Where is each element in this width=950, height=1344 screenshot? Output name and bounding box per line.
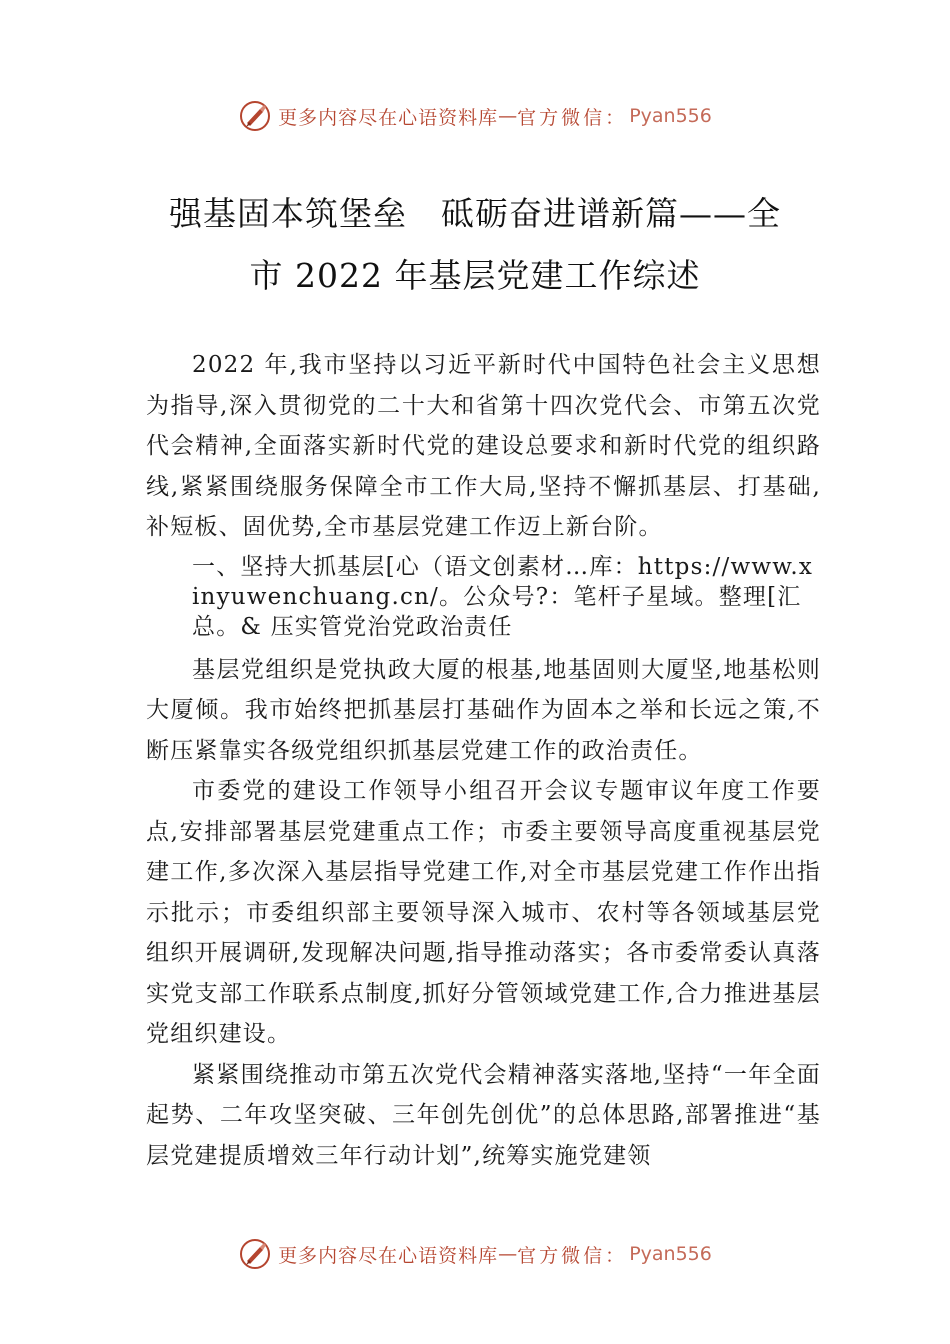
banner-text: 更多内容尽在心语资料库 — [278, 106, 499, 129]
banner-separator: — — [498, 105, 518, 127]
banner-separator: — — [498, 1243, 518, 1265]
document-body — [146, 345, 821, 1176]
header-banner — [0, 96, 950, 136]
document-title-line-2: 市 2022 年基层党建工作综述 — [249, 256, 701, 295]
pen-logo-icon — [238, 99, 272, 133]
banner-wechat-id: Pyan556 — [629, 1243, 712, 1265]
banner-wechat-label: 官方微信： — [517, 1244, 628, 1267]
paragraph-intro: 2022 年,我市坚持以习近平新时代中国特色社会主义思想为指导,深入贯彻党的二十大和省第十四次党代会、市第五次党代会精神,全面落实新时代党的建设总要求和新时代党的组织路线,紧紧围绕服务保障全市工作大局,坚持不懈抓基层、打基础,补短板、固优势,全市基层党建工作迈上新台阶。 — [146, 352, 821, 540]
paragraph-3: 市委党的建设工作领导小组召开会议专题审议年度工作要点,安排部署基层党建重点工作；市委主要领导高度重视基层党建工作,多次深入基层指导党建工作,对全市基层党建工作作出指示批示；市委组织部主要领导深入城市、农村等各领域基层党组织开展调研,发现解决问题,指导推动落实；各市委常委认真落实党支部工作联系点制度,抓好分管领域党建工作,合力推进基层党组织建设。 — [146, 778, 821, 1047]
paragraph-4: 紧紧围绕推动市第五次党代会精神落实落地,坚持“一年全面起势、二年攻坚突破、三年创先创优”的总体思路,部署推进“基层党建提质增效三年行动计划”,统筹实施党建领 — [146, 1061, 821, 1169]
banner-text: 更多内容尽在心语资料库 — [278, 1244, 499, 1267]
pen-logo-icon — [238, 1237, 272, 1271]
paragraph-2: 基层党组织是党执政大厦的根基,地基固则大厦坚,地基松则大厦倾。我市始终把抓基层打基础作为固本之举和长远之策,不断压紧靠实各级党组织抓基层党建工作的政治责任。 — [146, 656, 821, 764]
footer-banner — [0, 1234, 950, 1274]
document-title-line-1: 强基固本筑堡垒 砥砺奋进谱新篇——全 — [169, 194, 781, 233]
banner-wechat-id: Pyan556 — [629, 105, 712, 127]
section-heading-1: 一、坚持大抓基层[心（语文创素材…库：https://www.xinyuwenchuang.cn/。公众号?：笔杆子星域。整理[汇总。& 压实管党治党政治责任 — [192, 553, 814, 640]
banner-wechat-label: 官方微信： — [517, 106, 628, 129]
